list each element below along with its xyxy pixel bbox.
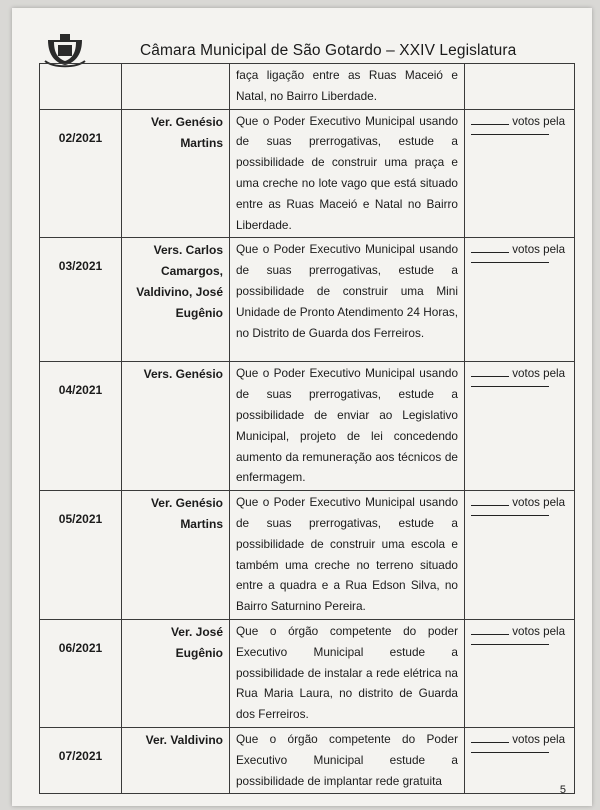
request-description: faça ligação entre as Ruas Maceió e Natal, no Bairro Liberdade. bbox=[230, 64, 465, 110]
vote-count-blank bbox=[471, 624, 509, 635]
table-row bbox=[40, 619, 575, 727]
vote-blank-line bbox=[471, 511, 549, 516]
request-number: 06/2021 bbox=[40, 619, 122, 727]
request-description: Que o Poder Executivo Municipal usando de suas prerrogativas, estude a possibilidade de construir uma praça e uma creche no lote vago que está situado entre as Ruas Maceió e Natal no Bairro Liberdade. bbox=[230, 109, 465, 238]
request-author: Vers. Genésio bbox=[122, 362, 230, 491]
votes-cell bbox=[465, 362, 575, 491]
page-number: 5 bbox=[559, 784, 566, 796]
request-number: 03/2021 bbox=[40, 238, 122, 362]
vote-count-blank bbox=[471, 242, 509, 253]
request-author: Ver. Genésio Martins bbox=[122, 109, 230, 238]
vote-count-blank bbox=[471, 366, 509, 377]
vote-count-blank bbox=[471, 495, 509, 506]
header-title: Câmara Municipal de São Gotardo – XXIV Legislatura bbox=[140, 42, 517, 59]
request-author: Ver. José Eugênio bbox=[122, 619, 230, 727]
request-description: Que o Poder Executivo Municipal usando de suas prerrogativas, estude a possibilidade de construir uma Mini Unidade de Pronto Atendimento 24 Horas, no Distrito de Guarda dos Ferreiros. bbox=[230, 238, 465, 362]
requests-table bbox=[39, 63, 575, 794]
vote-count-blank bbox=[471, 114, 509, 125]
request-author: Vers. Carlos Camargos, Valdivino, José Eugênio bbox=[122, 238, 230, 362]
votes-cell bbox=[465, 491, 575, 620]
vote-blank-line bbox=[471, 748, 549, 753]
request-number: 07/2021 bbox=[40, 727, 122, 793]
votes-cell bbox=[465, 64, 575, 110]
votes-label: votos pela bbox=[512, 114, 566, 128]
request-number: 05/2021 bbox=[40, 491, 122, 620]
votes-label: votos pela bbox=[512, 243, 566, 257]
vote-blank-line bbox=[471, 130, 549, 135]
votes-cell bbox=[465, 727, 575, 793]
request-number bbox=[40, 64, 122, 110]
document-page bbox=[12, 8, 592, 806]
table-row bbox=[40, 727, 575, 793]
request-number: 02/2021 bbox=[40, 109, 122, 238]
votes-cell bbox=[465, 238, 575, 362]
table-row bbox=[40, 491, 575, 620]
request-description: Que o Poder Executivo Municipal usando de suas prerrogativas, estude a possibilidade de enviar ao Legislativo Municipal, projeto de lei concedendo aumento da remuneração aos técnicos de enfermagem. bbox=[230, 362, 465, 491]
table-row bbox=[40, 238, 575, 362]
votes-label: votos pela bbox=[512, 732, 566, 746]
votes-label: votos pela bbox=[512, 496, 566, 510]
votes-label: votos pela bbox=[512, 367, 566, 381]
request-author: Ver. Genésio Martins bbox=[122, 491, 230, 620]
request-description: Que o órgão competente do poder Executivo Municipal estude a possibilidade de instalar a rede elétrica na Rua Maria Laura, no distrito de Guarda dos Ferreiros. bbox=[230, 619, 465, 727]
votes-label: votos pela bbox=[512, 624, 566, 638]
vote-count-blank bbox=[471, 732, 509, 743]
table-row bbox=[40, 109, 575, 238]
table-row bbox=[40, 64, 575, 110]
request-author bbox=[122, 64, 230, 110]
votes-cell bbox=[465, 619, 575, 727]
vote-blank-line bbox=[471, 382, 549, 387]
table-row bbox=[40, 362, 575, 491]
vote-blank-line bbox=[471, 640, 549, 645]
request-author: Ver. Valdivino bbox=[122, 727, 230, 793]
vote-blank-line bbox=[471, 258, 549, 263]
request-number: 04/2021 bbox=[40, 362, 122, 491]
request-description: Que o Poder Executivo Municipal usando de suas prerrogativas, estude a possibilidade de construir uma escola e também uma creche no terreno situado entre a quadra e a Rua Edson Silva, no Bairro Saturnino Pereira. bbox=[230, 491, 465, 620]
request-description: Que o órgão competente do Poder Executivo Municipal estude a possibilidade de implantar rede gratuita bbox=[230, 727, 465, 793]
votes-cell bbox=[465, 109, 575, 238]
